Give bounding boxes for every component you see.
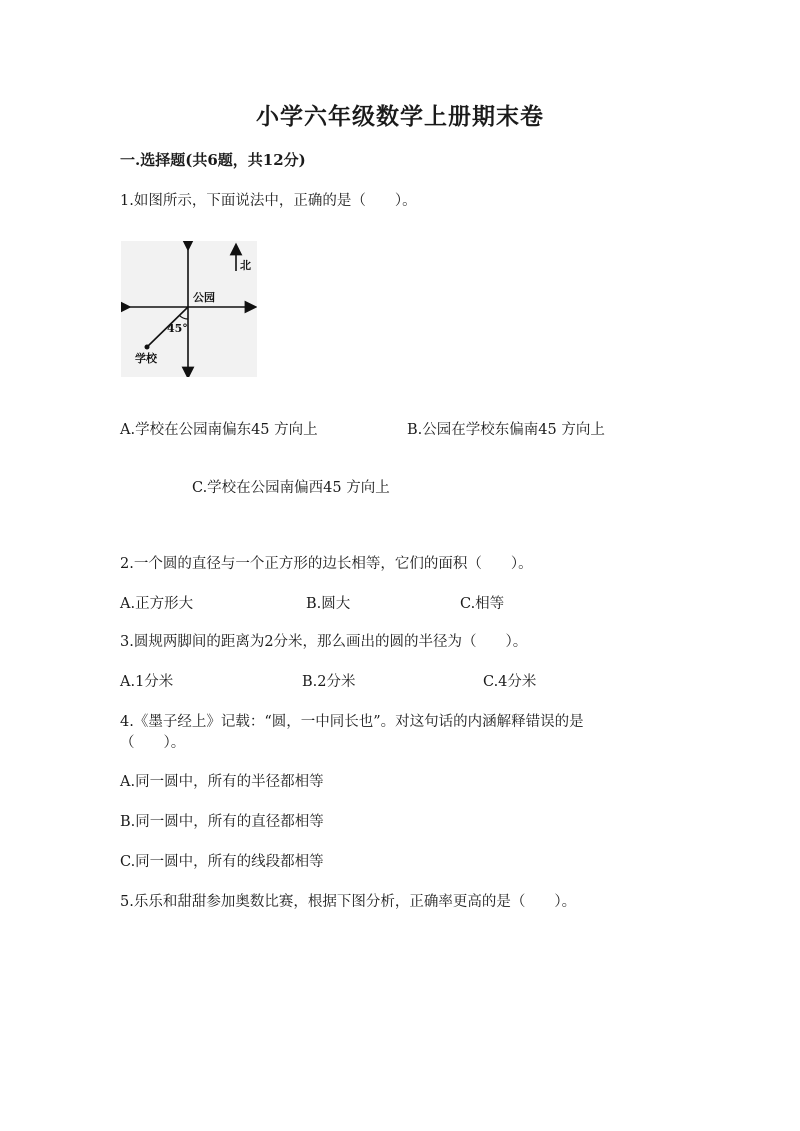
question-1-stem: 1.如图所示，下面说法中，正确的是（ ）。 xyxy=(120,193,417,209)
question-3-stem: 3.圆规两脚间的距离为2分米，那么画出的圆的半径为（ ）。 xyxy=(120,634,528,650)
park-label: 公园 xyxy=(193,291,215,304)
angle-label: 45° xyxy=(167,322,188,335)
question-4-stem-line-1: 4.《墨子经上》记载：“圆，一中同长也”。对这句话的内涵解释错误的是 xyxy=(120,714,584,730)
direction-diagram xyxy=(121,241,257,377)
question-4-stem-line-2: （ ）。 xyxy=(120,735,186,751)
north-label: 北 xyxy=(240,259,251,272)
school-label: 学校 xyxy=(135,352,157,365)
question-3-option-b: B.2分米 xyxy=(302,674,356,690)
question-2-option-a: A.正方形大 xyxy=(120,596,194,612)
question-1-option-b: B.公园在学校东偏南45 方向上 xyxy=(407,422,605,438)
question-3-option-a: A.1分米 xyxy=(120,674,174,690)
page-title: 小学六年级数学上册期末卷 xyxy=(256,103,544,130)
angle-arc xyxy=(180,316,189,320)
question-1-option-a: A.学校在公园南偏东45 方向上 xyxy=(120,422,318,438)
question-5-stem: 5.乐乐和甜甜参加奥数比赛，根据下图分析，正确率更高的是（ ）。 xyxy=(120,894,577,910)
question-3-option-c: C.4分米 xyxy=(483,674,537,690)
question-4-option-a: A.同一圆中，所有的半径都相等 xyxy=(120,774,324,790)
school-point xyxy=(145,345,150,350)
question-4-option-c: C.同一圆中，所有的线段都相等 xyxy=(120,854,324,870)
question-2-stem: 2.一个圆的直径与一个正方形的边长相等，它们的面积（ ）。 xyxy=(120,556,533,572)
section-heading: 一.选择题(共6题，共12分) xyxy=(120,151,306,169)
direction-figure xyxy=(121,241,257,377)
question-1-option-c: C.学校在公园南偏西45 方向上 xyxy=(192,480,390,496)
question-2-option-b: B.圆大 xyxy=(306,596,351,612)
question-4-option-b: B.同一圆中，所有的直径都相等 xyxy=(120,814,324,830)
question-2-option-c: C.相等 xyxy=(460,596,505,612)
